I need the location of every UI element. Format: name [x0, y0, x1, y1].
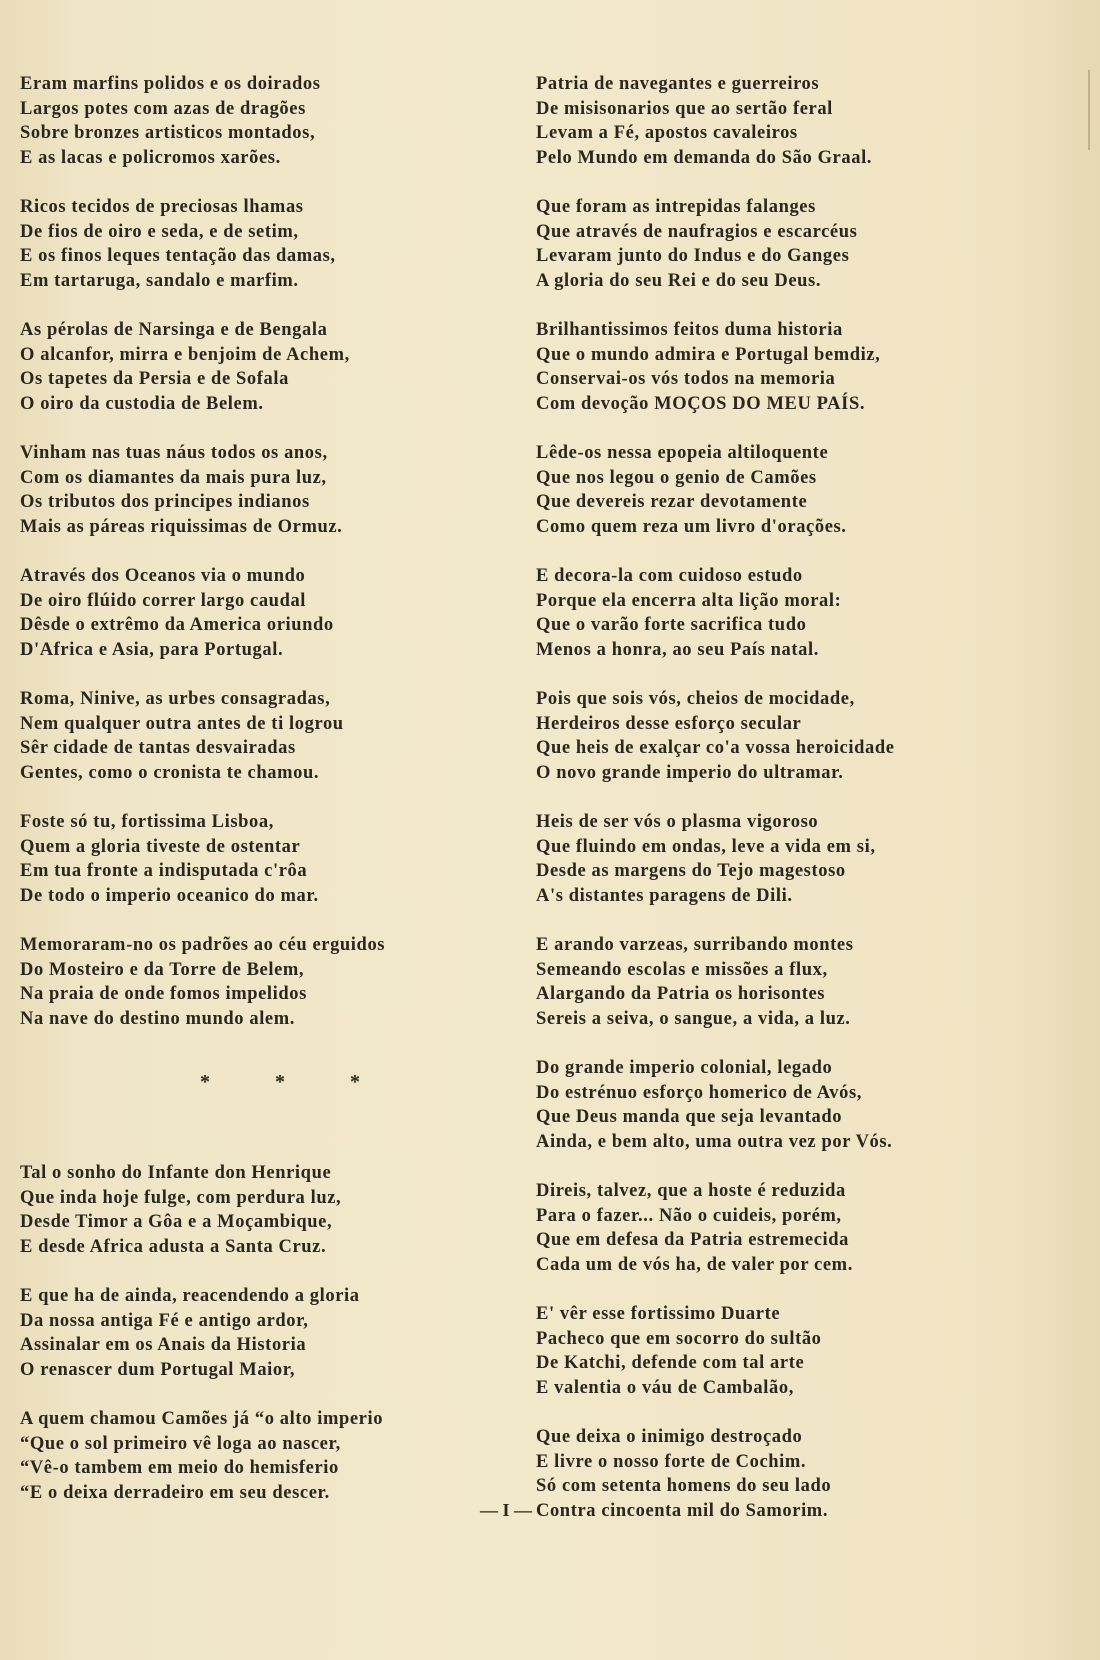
verse-line: Do Mosteiro e da Torre de Belem, [20, 959, 305, 980]
stanza [20, 1161, 490, 1259]
verse-line: Ainda, e bem alto, uma outra vez por Vós. [536, 1131, 893, 1152]
verse-line: Na praia de onde fomos impelidos [20, 984, 307, 1004]
verse-line: Lêde-os nessa epopeia altiloquente [536, 443, 829, 463]
verse-line: E decora-la com cuidoso estudo [536, 566, 803, 586]
verse-line: Alargando da Patria os horisontes [536, 984, 826, 1004]
stanza [20, 441, 490, 539]
stanza [20, 318, 490, 416]
verse-line: Conservai-os vós todos na memoria [536, 369, 836, 389]
stanza [20, 72, 490, 170]
verse-line: E os finos leques tentação das damas, [20, 246, 336, 266]
verse-line: De oiro flúido correr largo caudal [20, 590, 307, 611]
verse-line: “Vê-o tambem em meio do hemisferio [20, 1458, 339, 1478]
verse-line: De misisonarios que ao sertão feral [536, 98, 833, 119]
verse-line: “E o deixa derradeiro em seu descer. [20, 1482, 330, 1503]
verse-line: Semeando escolas e missões a flux, [536, 959, 828, 980]
verse-line: Da nossa antiga Fé e antigo ardor, [20, 1310, 309, 1331]
right-column [536, 72, 1006, 1548]
verse-line: Foste só tu, fortissima Lisboa, [20, 812, 274, 832]
verse-line: O alcanfor, mirra e benjoim de Achem, [20, 344, 350, 365]
verse-line: Eram marfins polidos e os doirados [20, 74, 321, 94]
stanza [536, 72, 1006, 170]
verse-line: Sêr cidade de tantas desvairadas [20, 738, 296, 758]
verse-line: E que ha de ainda, reacendendo a gloria [20, 1286, 360, 1306]
section-separator: * * * [200, 1071, 390, 1093]
verse-line: Dêsde o extrêmo da America oriundo [20, 615, 334, 635]
verse-line: De fios de oiro e seda, e de setim, [20, 221, 299, 242]
stanza [536, 687, 1006, 785]
stanza [20, 687, 490, 785]
verse-line: Pacheco que em socorro do sultão [536, 1328, 822, 1349]
verse-line: “Que o sol primeiro vê loga ao nascer, [20, 1433, 341, 1454]
verse-line: Os tapetes da Persia e de Sofala [20, 369, 289, 389]
verse-line: Que Deus manda que seja levantado [536, 1107, 843, 1127]
verse-line: Sereis a seiva, o sangue, a vida, a luz. [536, 1008, 851, 1029]
verse-line: De Katchi, defende com tal arte [536, 1353, 805, 1373]
verse-line: Ricos tecidos de preciosas lhamas [20, 197, 304, 217]
verse-line: Tal o sonho do Infante don Henrique [20, 1163, 332, 1183]
verse-line: Contra cincoenta mil do Samorim. [536, 1500, 829, 1521]
verse-line: Do estrénuo esforço homerico de Avós, [536, 1082, 863, 1103]
stanza [536, 933, 1006, 1031]
verse-line: De todo o imperio oceanico do mar. [20, 885, 319, 906]
verse-line: Através dos Oceanos via o mundo [20, 566, 306, 586]
verse-line: Que o mundo admira e Portugal bemdiz, [536, 344, 881, 365]
verse-line: Memoraram-no os padrões ao céu erguidos [20, 935, 386, 955]
verse-line: Pois que sois vós, cheios de mocidade, [536, 689, 855, 709]
verse-line: Levam a Fé, apostos cavaleiros [536, 123, 798, 143]
verse-line: Patria de navegantes e guerreiros [536, 74, 820, 94]
verse-line: Vinham nas tuas náus todos os anos, [20, 443, 328, 463]
verse-line: Gentes, como o cronista te chamou. [20, 762, 320, 783]
verse-line: Que através de naufragios e escarcéus [536, 221, 858, 242]
verse-line: Herdeiros desse esforço secular [536, 713, 802, 734]
stanza [536, 318, 1006, 416]
stanza [536, 564, 1006, 662]
verse-line: Que o varão forte sacrifica tudo [536, 615, 807, 635]
verse-line: Como quem reza um livro d'orações. [536, 516, 847, 537]
verse-line: Desde as margens do Tejo magestoso [536, 861, 846, 881]
stanza [20, 1284, 490, 1382]
verse-line: Só com setenta homens do seu lado [536, 1476, 832, 1496]
verse-line: Nem qualquer outra antes de ti logrou [20, 713, 344, 734]
stanza [536, 810, 1006, 908]
verse-line: O oiro da custodia de Belem. [20, 393, 264, 414]
verse-line: Menos a honra, ao seu País natal. [536, 639, 819, 660]
verse-line: Largos potes com azas de dragões [20, 98, 306, 119]
verse-line: Que devereis rezar devotamente [536, 492, 808, 512]
verse-line: Direis, talvez, que a hoste é reduzida [536, 1181, 846, 1201]
verse-line: E desde Africa adusta a Santa Cruz. [20, 1236, 327, 1257]
verse-line: Levaram junto do Indus e do Ganges [536, 246, 850, 266]
verse-line: Brilhantissimos feitos duma historia [536, 320, 843, 340]
stanza [20, 564, 490, 662]
verse-line: Desde Timor a Gôa e a Moçambique, [20, 1212, 333, 1232]
verse-line: Heis de ser vós o plasma vigoroso [536, 812, 819, 832]
stanza [536, 1425, 1006, 1523]
stanza [20, 933, 490, 1031]
verse-line: Que foram as intrepidas falanges [536, 197, 816, 217]
verse-line: O renascer dum Portugal Maior, [20, 1359, 296, 1380]
verse-line: A quem chamou Camões já “o alto imperio [20, 1409, 384, 1429]
verse-line: Do grande imperio colonial, legado [536, 1058, 833, 1078]
verse-line: Que heis de exalçar co'a vossa heroicidade [536, 738, 895, 758]
verse-line: Na nave do destino mundo alem. [20, 1008, 295, 1029]
verse-line: D'Africa e Asia, para Portugal. [20, 639, 284, 660]
stanza [536, 441, 1006, 539]
verse-line: Com devoção MOÇOS DO MEU PAÍS. [536, 393, 866, 414]
stanza [20, 810, 490, 908]
verse-line: Que inda hoje fulge, com perdura luz, [20, 1187, 342, 1208]
stanza [536, 1302, 1006, 1400]
verse-line: Que deixa o inimigo destroçado [536, 1427, 803, 1447]
verse-line: E as lacas e policromos xarões. [20, 147, 281, 168]
stanza [536, 195, 1006, 293]
verse-line: Os tributos dos principes indianos [20, 492, 310, 512]
verse-line: Que nos legou o genio de Camões [536, 467, 817, 488]
verse-line: A's distantes paragens de Dili. [536, 885, 793, 906]
verse-line: O novo grande imperio do ultramar. [536, 762, 844, 783]
verse-line: E livre o nosso forte de Cochim. [536, 1451, 807, 1472]
verse-line: Pelo Mundo em demanda do São Graal. [536, 147, 873, 168]
verse-line: Roma, Ninive, as urbes consagradas, [20, 689, 331, 709]
verse-line: Que fluindo em ondas, leve a vida em si, [536, 836, 876, 857]
verse-line: Assinalar em os Anais da Historia [20, 1335, 307, 1355]
page-number: — I — [480, 1500, 533, 1520]
verse-line: E valentia o váu de Cambalão, [536, 1377, 794, 1398]
page-edge-mark [1088, 70, 1090, 150]
verse-line: Mais as páreas riquissimas de Ormuz. [20, 516, 343, 537]
verse-line: Cada um de vós ha, de valer por cem. [536, 1254, 853, 1275]
verse-line: Em tartaruga, sandalo e marfim. [20, 270, 299, 291]
verse-line: Sobre bronzes artisticos montados, [20, 123, 316, 143]
verse-line: E' vêr esse fortissimo Duarte [536, 1304, 781, 1324]
verse-line: As pérolas de Narsinga e de Bengala [20, 320, 328, 340]
verse-line: Em tua fronte a indisputada c'rôa [20, 861, 308, 881]
stanza [536, 1179, 1006, 1277]
verse-line: E arando varzeas, surribando montes [536, 935, 854, 955]
stanza [536, 1056, 1006, 1154]
verse-line: Porque ela encerra alta lição moral: [536, 590, 842, 611]
verse-line: A gloria do seu Rei e do seu Deus. [536, 270, 822, 291]
verse-line: Quem a gloria tiveste de ostentar [20, 836, 301, 857]
stanza [20, 1407, 490, 1505]
stanza [20, 195, 490, 293]
verse-line: Que em defesa da Patria estremecida [536, 1230, 849, 1250]
left-column [20, 72, 490, 1530]
verse-line: Com os diamantes da mais pura luz, [20, 467, 327, 488]
verse-line: Para o fazer... Não o cuideis, porém, [536, 1205, 842, 1226]
